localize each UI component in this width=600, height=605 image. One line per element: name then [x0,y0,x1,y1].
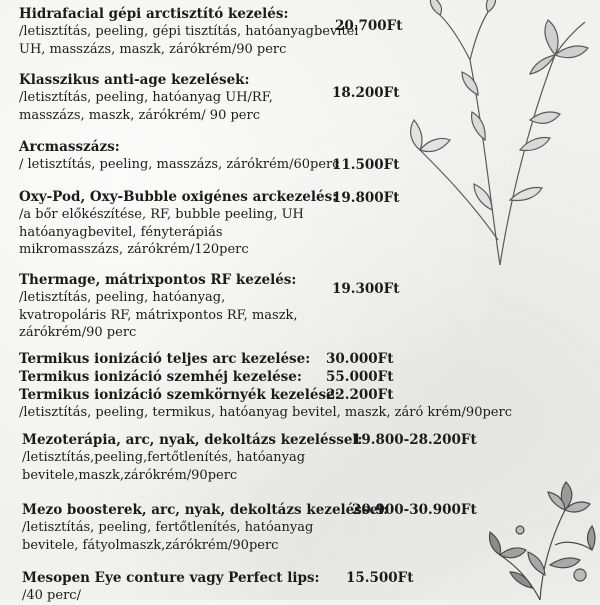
service-title: Termikus ionizáció szemkörnyék kezelése: [19,387,340,403]
service-item [19,189,337,259]
service-item [19,369,302,386]
service-price: 11.500Ft [332,157,400,173]
service-price: 20.900-30.900Ft [352,502,477,518]
service-price: 30.000Ft [326,351,394,367]
service-item [19,72,273,124]
service-title: Oxy-Pod, Oxy-Bubble oxigénes arckezelés: [19,189,338,205]
service-description: /40 perc/ [22,588,81,603]
service-title: Termikus ionizáció teljes arc kezelése: [19,351,311,367]
service-price: 55.000Ft [326,369,394,385]
service-description: mikromasszázs, zárókrém/120perc [19,242,249,257]
service-item [19,351,310,368]
service-description: /letisztítás, peeling, hatóanyag UH/RF, [19,90,273,105]
service-price: 18.200Ft [332,85,400,101]
service-price: 19.300Ft [332,281,400,297]
service-item [19,6,359,58]
service-price: 19.800-28.200Ft [352,432,477,448]
service-description: zárókrém/90 perc [19,325,137,340]
service-description: kvatropoláris RF, mátrixpontos RF, maszk, [19,307,298,323]
service-title: Termikus ionizáció szemhéj kezelése: [19,369,302,385]
service-price: 19.800Ft [332,190,400,206]
service-title: Thermage, mátrixpontos RF kezelés: [19,272,297,288]
service-description: hatóanyagbevitel, fényterápiás [19,224,223,240]
service-item [22,432,363,484]
floral-illustration-top [380,0,600,270]
service-item [22,502,388,554]
service-description: /letisztítás, peeling, termikus, hatóanyag bevitel, maszk, záró krém/90perc [19,405,512,420]
service-title: Hidrafacial gépi arctisztító kezelés: [19,6,289,22]
service-description: /letisztítás, peeling, fertőtlenítés, hatóanyag [22,520,314,535]
service-item [19,139,340,174]
service-description: bevitele, fátyolmaszk,zárókrém/90perc [22,537,279,553]
service-title: Mezo boosterek, arc, nyak, dekoltázs kezeléssel: [22,502,389,518]
service-description: bevitele,maszk,zárókrém/90perc [22,467,238,483]
service-title: Arcmasszázs: [19,139,120,155]
service-description: /letisztítás,peeling,fertőtlenítés, hatóanyag [22,450,306,465]
service-item [19,387,512,422]
service-item [22,570,320,605]
service-title: Klasszikus anti-age kezelések: [19,72,250,88]
service-description: masszázs, maszk, zárókrém/ 90 perc [19,107,260,123]
service-description: /letisztítás, peeling, gépi tisztítás, hatóanyagbevitel [19,24,359,39]
service-price: 15.500Ft [346,570,414,586]
service-price: 22.200Ft [326,387,394,403]
service-description: / letisztítás, peeling, masszázs, zárókrém/60perc [19,157,340,172]
service-item [19,272,298,342]
service-description: /letisztítás, peeling, hatóanyag, [19,290,226,305]
service-title: Mesopen Eye conture vagy Perfect lips: [22,570,320,586]
floral-illustration-bottom [470,470,600,600]
service-price: 20.700Ft [335,18,403,34]
service-description: /a bőr előkészítése, RF, bubble peeling, UH [19,207,304,222]
service-description: UH, masszázs, maszk, zárókrém/90 perc [19,41,287,57]
service-title: Mezoterápia, arc, nyak, dekoltázs kezeléssel: [22,432,363,448]
